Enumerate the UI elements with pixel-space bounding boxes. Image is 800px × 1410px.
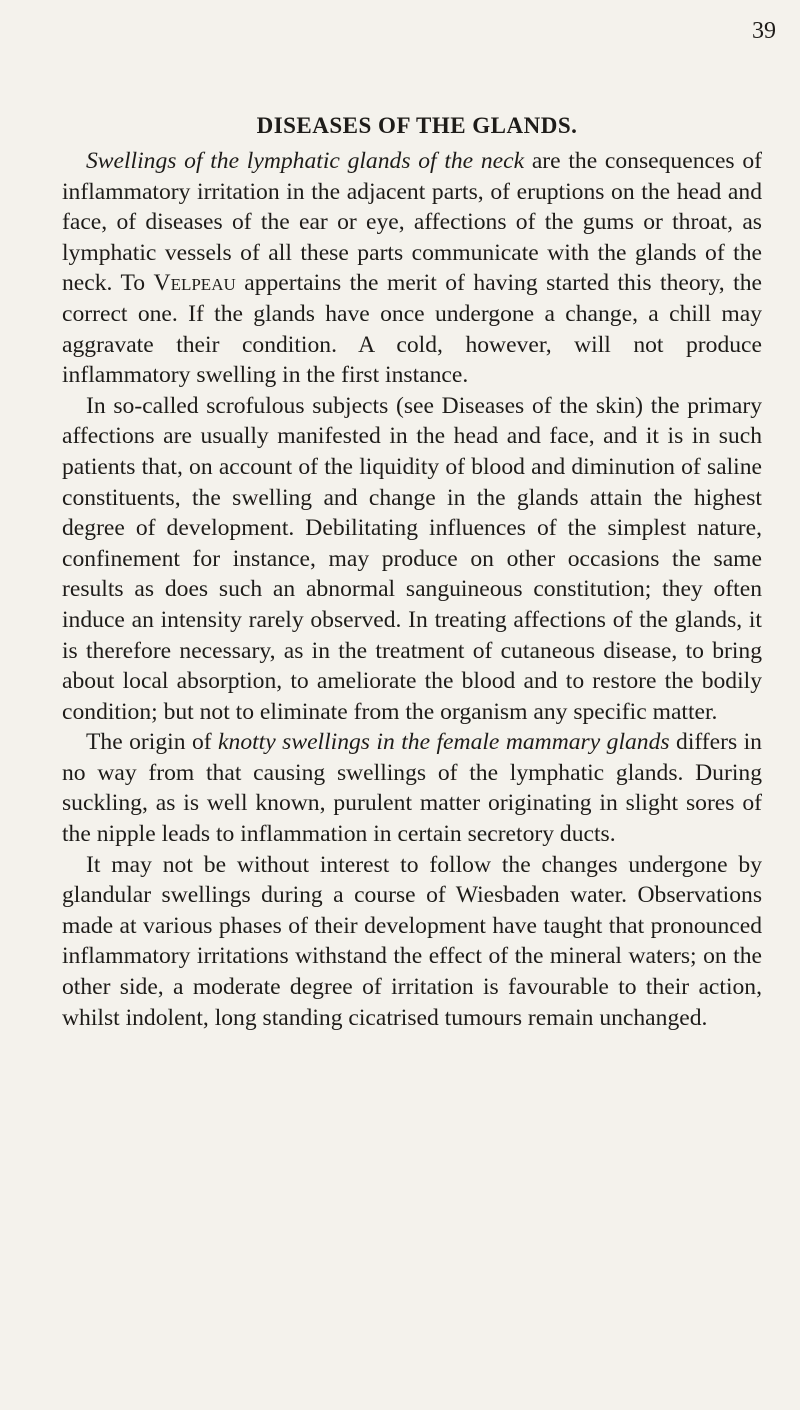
- running-head: [0, 113, 800, 139]
- paragraph-text: are the consequences of inflammatory irritation in the adjacent parts, of eruptions on the head and face, of diseases of the ear or eye, affections of the gums or throat, as lymphatic vessels of all these parts communicate with the glands of the neck. To: [62, 148, 762, 297]
- paragraph-neck-glands: [62, 146, 762, 391]
- emphasis-mammary-glands: knotty swellings in the female mammary glands: [218, 729, 670, 756]
- paragraph-text: It may not be without interest to follow the changes undergone by glandular swellings during a course of Wiesbaden water. Observations made at various phases of their development have taught that pronounced inflammatory irritations withstand the effect of the mineral waters; on the other side, a moderate degree of irritation is favourable to their action, whilst indolent, long standing cicatrised tumours remain unchanged.: [62, 851, 762, 1031]
- paragraph-text: The origin of: [86, 729, 219, 756]
- paragraph-text: In so-called scrofulous subjects (see Diseases of the skin) the primary affections are usually manifested in the head and face, and it is in such patients that, on account of the liquidity of blood and diminution of saline constituents, the swelling and change in the glands attain the highest degree of development. Debilitating influences of the simplest nature, confinement for instance, may produce on other occasions the same results as does such an abnormal sanguineous constitution; they often induce an intensity rarely observed. In treating affections of the glands, it is therefore necessary, as in the treatment of cutaneous disease, to bring about local absorption, to ameliorate the blood and to restore the bodily condition; but not to eliminate from the organism any specific matter.: [62, 392, 762, 725]
- emphasis-neck-glands: Swellings of the lymphatic glands of the neck: [86, 148, 525, 174]
- paragraph-mammary-glands: [62, 727, 762, 849]
- author-name-velpeau: Velpeau: [153, 270, 236, 297]
- paragraph-wiesbaden-water: [62, 850, 762, 1034]
- running-head-text: DISEASES OF THE GLANDS.: [256, 113, 578, 138]
- paragraph-text: appertains the merit of having started this theory, the correct one. If the glands have once undergone a change, a chill may aggravate their condition. A cold, however, will not produce inflammatory swelling in the first instance.: [62, 270, 762, 389]
- body-text: [62, 146, 762, 1033]
- paragraph-text: differs in no way from that causing swellings of the lymphatic glands. During suckling, as is well known, purulent matter originating in slight sores of the nipple leads to inflammation in certain secretory ducts.: [62, 729, 762, 848]
- paragraph-scrofulous-subjects: [62, 391, 762, 728]
- page-number: 39: [752, 18, 776, 44]
